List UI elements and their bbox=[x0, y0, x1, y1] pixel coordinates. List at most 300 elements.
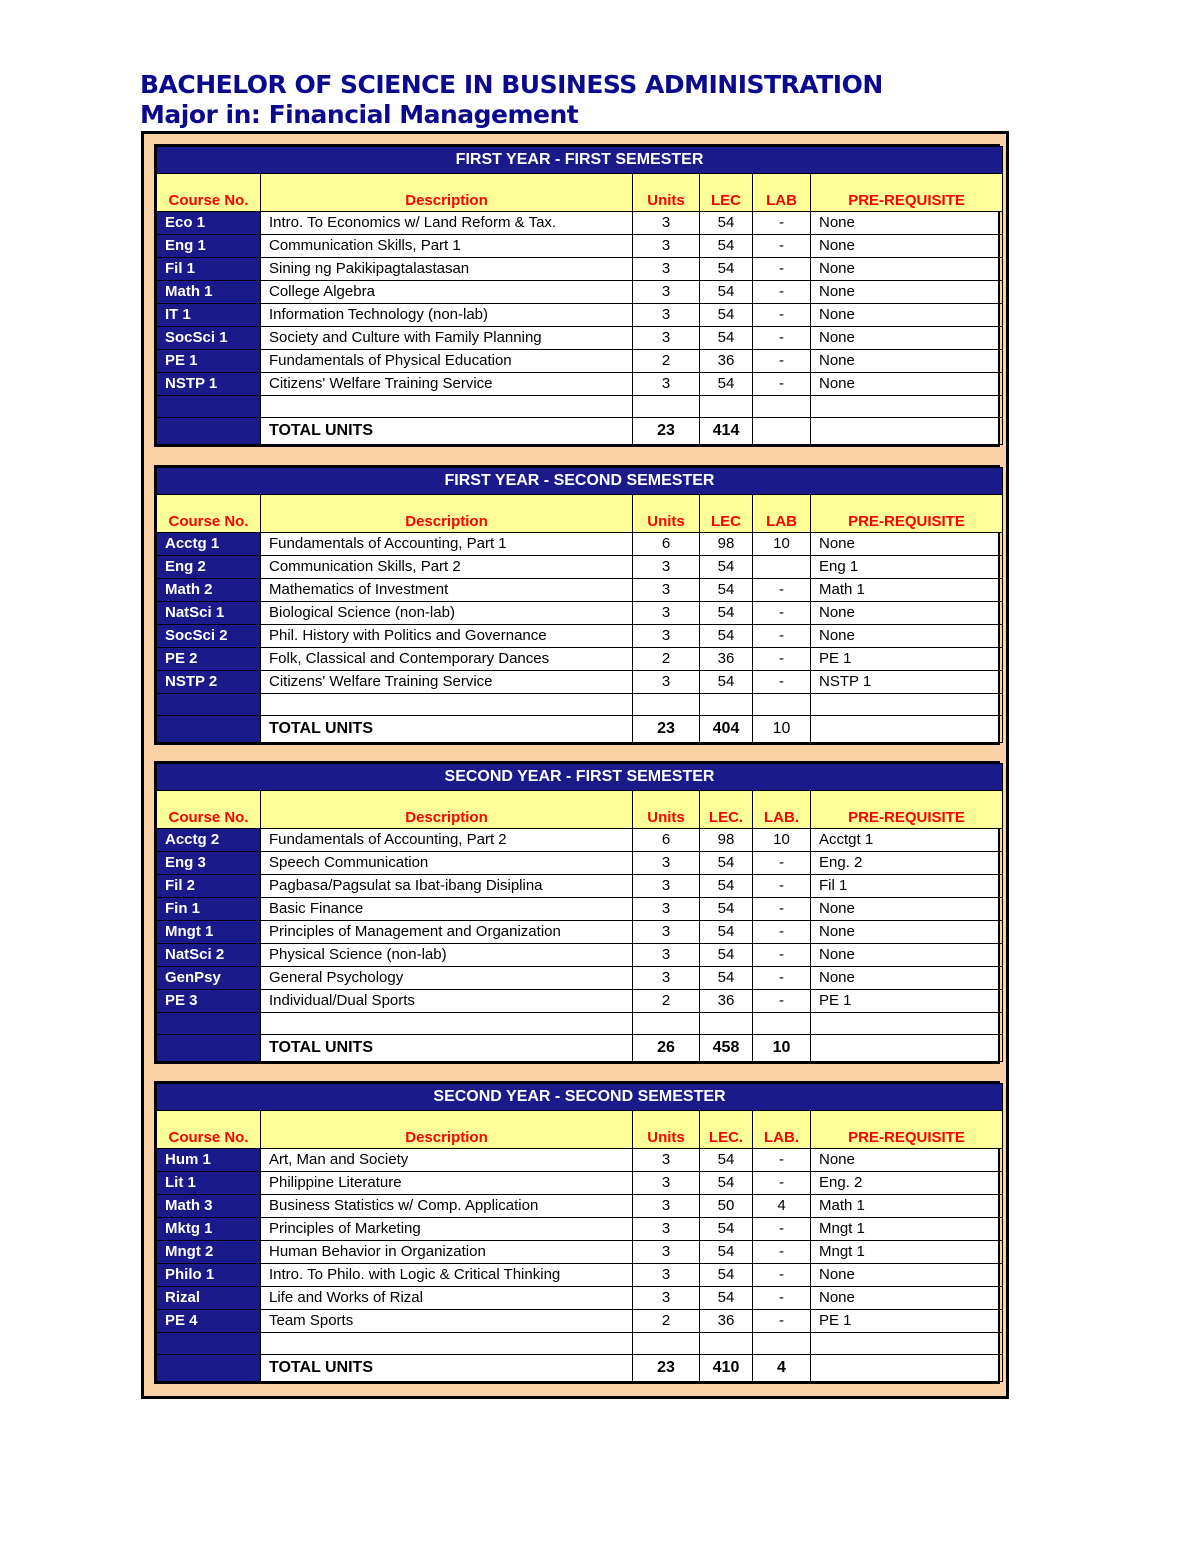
course-lec: 54 bbox=[700, 875, 753, 898]
course-units: 3 bbox=[633, 1287, 700, 1310]
course-lec: 36 bbox=[700, 1310, 753, 1333]
course-units: 3 bbox=[633, 327, 700, 350]
course-units: 2 bbox=[633, 350, 700, 373]
blank-row bbox=[157, 1013, 1003, 1035]
semester-header-row bbox=[157, 764, 1003, 791]
course-lab: 4 bbox=[753, 1195, 811, 1218]
total-lab bbox=[753, 418, 811, 445]
course-description: Folk, Classical and Contemporary Dances bbox=[261, 648, 633, 671]
course-units: 3 bbox=[633, 235, 700, 258]
blank-cell bbox=[700, 396, 753, 418]
blank-cell bbox=[261, 1333, 633, 1355]
course-lec: 98 bbox=[700, 533, 753, 556]
blank-row bbox=[157, 396, 1003, 418]
course-prerequisite: Acctgt 1 bbox=[811, 829, 1003, 852]
blank-row bbox=[157, 694, 1003, 716]
course-code: Philo 1 bbox=[157, 1264, 261, 1287]
course-code: Mktg 1 bbox=[157, 1218, 261, 1241]
blank-cell bbox=[700, 694, 753, 716]
course-units: 3 bbox=[633, 1218, 700, 1241]
col-course-no: Course No. bbox=[157, 791, 261, 829]
course-lec: 36 bbox=[700, 990, 753, 1013]
course-row bbox=[157, 898, 1003, 921]
curriculum-table bbox=[141, 131, 1009, 1399]
col-lab: LAB bbox=[753, 495, 811, 533]
course-prerequisite: NSTP 1 bbox=[811, 671, 1003, 694]
course-code: Math 1 bbox=[157, 281, 261, 304]
col-course-no: Course No. bbox=[157, 495, 261, 533]
blank-cell bbox=[700, 1333, 753, 1355]
course-row bbox=[157, 1310, 1003, 1333]
course-description: College Algebra bbox=[261, 281, 633, 304]
course-description: Speech Communication bbox=[261, 852, 633, 875]
total-label: TOTAL UNITS bbox=[261, 1035, 633, 1062]
course-row bbox=[157, 829, 1003, 852]
col-prerequisite: PRE-REQUISITE bbox=[811, 791, 1003, 829]
semester-block bbox=[154, 1081, 1000, 1384]
course-lec: 36 bbox=[700, 648, 753, 671]
semester-block bbox=[154, 465, 1000, 745]
course-prerequisite: None bbox=[811, 967, 1003, 990]
course-prerequisite: None bbox=[811, 1264, 1003, 1287]
column-header-row bbox=[157, 791, 1003, 829]
col-units: Units bbox=[633, 791, 700, 829]
total-label: TOTAL UNITS bbox=[261, 1355, 633, 1382]
blank-cell bbox=[633, 396, 700, 418]
course-prerequisite: PE 1 bbox=[811, 648, 1003, 671]
semester-block bbox=[154, 144, 1000, 447]
blank-cell bbox=[261, 1013, 633, 1035]
course-row bbox=[157, 533, 1003, 556]
course-row bbox=[157, 1287, 1003, 1310]
course-lec: 36 bbox=[700, 350, 753, 373]
course-prerequisite: None bbox=[811, 898, 1003, 921]
course-prerequisite: None bbox=[811, 327, 1003, 350]
course-lec: 54 bbox=[700, 671, 753, 694]
column-header-row bbox=[157, 1111, 1003, 1149]
col-course-no: Course No. bbox=[157, 174, 261, 212]
col-description: Description bbox=[261, 791, 633, 829]
course-row bbox=[157, 258, 1003, 281]
course-row bbox=[157, 212, 1003, 235]
blank-cell bbox=[753, 1333, 811, 1355]
column-header-row bbox=[157, 174, 1003, 212]
course-description: Basic Finance bbox=[261, 898, 633, 921]
blank-cell bbox=[700, 1013, 753, 1035]
course-description: Team Sports bbox=[261, 1310, 633, 1333]
total-lec: 458 bbox=[700, 1035, 753, 1062]
course-description: Information Technology (non-lab) bbox=[261, 304, 633, 327]
course-prerequisite: Eng. 2 bbox=[811, 1172, 1003, 1195]
course-lab bbox=[753, 556, 811, 579]
course-lec: 54 bbox=[700, 898, 753, 921]
course-lec: 54 bbox=[700, 281, 753, 304]
course-row bbox=[157, 625, 1003, 648]
course-units: 3 bbox=[633, 281, 700, 304]
course-units: 3 bbox=[633, 1172, 700, 1195]
blank-cell bbox=[811, 1355, 1003, 1382]
course-units: 3 bbox=[633, 212, 700, 235]
total-row bbox=[157, 418, 1003, 445]
semester-header: SECOND YEAR - SECOND SEMESTER bbox=[157, 1084, 1003, 1111]
total-lec: 414 bbox=[700, 418, 753, 445]
course-code: Acctg 1 bbox=[157, 533, 261, 556]
total-lec: 410 bbox=[700, 1355, 753, 1382]
course-code: NatSci 2 bbox=[157, 944, 261, 967]
course-description: Fundamentals of Accounting, Part 1 bbox=[261, 533, 633, 556]
course-lec: 54 bbox=[700, 235, 753, 258]
total-units: 23 bbox=[633, 1355, 700, 1382]
course-code: Mngt 2 bbox=[157, 1241, 261, 1264]
semester-header-row bbox=[157, 1084, 1003, 1111]
column-header-row bbox=[157, 495, 1003, 533]
course-prerequisite: Eng 1 bbox=[811, 556, 1003, 579]
course-lab: - bbox=[753, 327, 811, 350]
course-prerequisite: None bbox=[811, 625, 1003, 648]
course-units: 3 bbox=[633, 1149, 700, 1172]
course-lab: - bbox=[753, 373, 811, 396]
course-lab: - bbox=[753, 944, 811, 967]
course-description: Phil. History with Politics and Governance bbox=[261, 625, 633, 648]
course-lab: - bbox=[753, 1287, 811, 1310]
col-prerequisite: PRE-REQUISITE bbox=[811, 174, 1003, 212]
page-title: BACHELOR OF SCIENCE IN BUSINESS ADMINISTRATION bbox=[140, 70, 883, 99]
total-row bbox=[157, 1035, 1003, 1062]
course-units: 3 bbox=[633, 258, 700, 281]
course-prerequisite: None bbox=[811, 350, 1003, 373]
course-prerequisite: None bbox=[811, 1287, 1003, 1310]
semester-block bbox=[154, 761, 1000, 1064]
course-code: NSTP 1 bbox=[157, 373, 261, 396]
course-code: Math 3 bbox=[157, 1195, 261, 1218]
course-units: 3 bbox=[633, 304, 700, 327]
course-prerequisite: None bbox=[811, 944, 1003, 967]
total-lab: 10 bbox=[753, 716, 811, 743]
course-lab: - bbox=[753, 648, 811, 671]
course-lab: - bbox=[753, 602, 811, 625]
course-description: Communication Skills, Part 2 bbox=[261, 556, 633, 579]
course-row bbox=[157, 648, 1003, 671]
col-units: Units bbox=[633, 174, 700, 212]
course-description: Intro. To Philo. with Logic & Critical Thinking bbox=[261, 1264, 633, 1287]
course-row bbox=[157, 304, 1003, 327]
course-code: PE 1 bbox=[157, 350, 261, 373]
course-description: Life and Works of Rizal bbox=[261, 1287, 633, 1310]
col-lec: LEC bbox=[700, 174, 753, 212]
course-row bbox=[157, 671, 1003, 694]
course-lec: 54 bbox=[700, 373, 753, 396]
blank-cell bbox=[753, 1013, 811, 1035]
course-units: 6 bbox=[633, 533, 700, 556]
course-prerequisite: Fil 1 bbox=[811, 875, 1003, 898]
total-row bbox=[157, 1355, 1003, 1382]
course-prerequisite: Mngt 1 bbox=[811, 1218, 1003, 1241]
course-lab: - bbox=[753, 579, 811, 602]
course-lab: - bbox=[753, 258, 811, 281]
col-units: Units bbox=[633, 495, 700, 533]
course-row bbox=[157, 373, 1003, 396]
course-prerequisite: None bbox=[811, 602, 1003, 625]
course-lab: 10 bbox=[753, 533, 811, 556]
course-lab: - bbox=[753, 212, 811, 235]
course-lec: 54 bbox=[700, 258, 753, 281]
page-subtitle: Major in: Financial Management bbox=[140, 100, 579, 129]
course-row bbox=[157, 1241, 1003, 1264]
course-description: Individual/Dual Sports bbox=[261, 990, 633, 1013]
course-lab: - bbox=[753, 1310, 811, 1333]
course-lec: 54 bbox=[700, 967, 753, 990]
course-code: PE 3 bbox=[157, 990, 261, 1013]
col-prerequisite: PRE-REQUISITE bbox=[811, 1111, 1003, 1149]
course-row bbox=[157, 990, 1003, 1013]
total-label: TOTAL UNITS bbox=[261, 418, 633, 445]
blank-cell bbox=[157, 1013, 261, 1035]
course-row bbox=[157, 350, 1003, 373]
course-lec: 54 bbox=[700, 1264, 753, 1287]
course-units: 3 bbox=[633, 1264, 700, 1287]
course-prerequisite: PE 1 bbox=[811, 1310, 1003, 1333]
course-lec: 54 bbox=[700, 327, 753, 350]
course-lab: - bbox=[753, 898, 811, 921]
course-prerequisite: Eng. 2 bbox=[811, 852, 1003, 875]
course-description: Philippine Literature bbox=[261, 1172, 633, 1195]
course-code: Fil 2 bbox=[157, 875, 261, 898]
course-units: 3 bbox=[633, 1241, 700, 1264]
course-units: 3 bbox=[633, 944, 700, 967]
blank-cell bbox=[811, 716, 1003, 743]
course-lec: 54 bbox=[700, 944, 753, 967]
total-label: TOTAL UNITS bbox=[261, 716, 633, 743]
semester-header-row bbox=[157, 468, 1003, 495]
course-row bbox=[157, 967, 1003, 990]
course-row bbox=[157, 852, 1003, 875]
total-lab: 4 bbox=[753, 1355, 811, 1382]
course-code: Lit 1 bbox=[157, 1172, 261, 1195]
course-lab: - bbox=[753, 1218, 811, 1241]
course-lab: - bbox=[753, 1241, 811, 1264]
total-lec: 404 bbox=[700, 716, 753, 743]
course-lec: 54 bbox=[700, 1172, 753, 1195]
course-prerequisite: None bbox=[811, 1149, 1003, 1172]
course-row bbox=[157, 281, 1003, 304]
course-lec: 54 bbox=[700, 921, 753, 944]
course-description: General Psychology bbox=[261, 967, 633, 990]
course-units: 3 bbox=[633, 898, 700, 921]
course-units: 3 bbox=[633, 625, 700, 648]
course-lec: 54 bbox=[700, 1218, 753, 1241]
course-lab: - bbox=[753, 967, 811, 990]
course-lab: - bbox=[753, 852, 811, 875]
course-units: 3 bbox=[633, 852, 700, 875]
course-units: 3 bbox=[633, 579, 700, 602]
col-description: Description bbox=[261, 174, 633, 212]
course-units: 3 bbox=[633, 967, 700, 990]
blank-cell bbox=[811, 1013, 1003, 1035]
course-lec: 54 bbox=[700, 602, 753, 625]
blank-cell bbox=[157, 396, 261, 418]
blank-cell bbox=[261, 694, 633, 716]
course-prerequisite: None bbox=[811, 235, 1003, 258]
course-units: 3 bbox=[633, 671, 700, 694]
course-lec: 54 bbox=[700, 304, 753, 327]
course-lab: - bbox=[753, 281, 811, 304]
course-row bbox=[157, 1195, 1003, 1218]
course-description: Biological Science (non-lab) bbox=[261, 602, 633, 625]
col-description: Description bbox=[261, 1111, 633, 1149]
course-lec: 54 bbox=[700, 579, 753, 602]
course-description: Fundamentals of Physical Education bbox=[261, 350, 633, 373]
blank-cell bbox=[157, 716, 261, 743]
course-code: Eng 1 bbox=[157, 235, 261, 258]
course-description: Citizens' Welfare Training Service bbox=[261, 671, 633, 694]
blank-cell bbox=[261, 396, 633, 418]
course-units: 3 bbox=[633, 556, 700, 579]
semester-header: FIRST YEAR - FIRST SEMESTER bbox=[157, 147, 1003, 174]
course-units: 3 bbox=[633, 373, 700, 396]
course-prerequisite: PE 1 bbox=[811, 990, 1003, 1013]
course-row bbox=[157, 1172, 1003, 1195]
course-code: IT 1 bbox=[157, 304, 261, 327]
course-row bbox=[157, 1218, 1003, 1241]
blank-cell bbox=[811, 1333, 1003, 1355]
course-lab: - bbox=[753, 304, 811, 327]
total-row bbox=[157, 716, 1003, 743]
course-lec: 54 bbox=[700, 556, 753, 579]
col-description: Description bbox=[261, 495, 633, 533]
course-lab: - bbox=[753, 990, 811, 1013]
course-description: Physical Science (non-lab) bbox=[261, 944, 633, 967]
col-lec: LEC. bbox=[700, 791, 753, 829]
course-prerequisite: Math 1 bbox=[811, 1195, 1003, 1218]
course-lab: - bbox=[753, 350, 811, 373]
course-lab: - bbox=[753, 875, 811, 898]
course-lab: 10 bbox=[753, 829, 811, 852]
course-lec: 54 bbox=[700, 1149, 753, 1172]
blank-cell bbox=[633, 1013, 700, 1035]
blank-cell bbox=[157, 1035, 261, 1062]
semester-header-row bbox=[157, 147, 1003, 174]
course-description: Principles of Marketing bbox=[261, 1218, 633, 1241]
total-lab: 10 bbox=[753, 1035, 811, 1062]
course-lab: - bbox=[753, 1149, 811, 1172]
course-code: NatSci 1 bbox=[157, 602, 261, 625]
total-units: 23 bbox=[633, 418, 700, 445]
course-prerequisite: None bbox=[811, 373, 1003, 396]
course-lec: 98 bbox=[700, 829, 753, 852]
course-code: SocSci 1 bbox=[157, 327, 261, 350]
course-description: Art, Man and Society bbox=[261, 1149, 633, 1172]
semester-header: SECOND YEAR - FIRST SEMESTER bbox=[157, 764, 1003, 791]
course-prerequisite: None bbox=[811, 258, 1003, 281]
blank-cell bbox=[811, 418, 1003, 445]
course-prerequisite: Math 1 bbox=[811, 579, 1003, 602]
course-row bbox=[157, 327, 1003, 350]
course-row bbox=[157, 556, 1003, 579]
course-units: 3 bbox=[633, 921, 700, 944]
course-lec: 54 bbox=[700, 1241, 753, 1264]
total-units: 26 bbox=[633, 1035, 700, 1062]
course-code: Eco 1 bbox=[157, 212, 261, 235]
course-row bbox=[157, 579, 1003, 602]
course-row bbox=[157, 1149, 1003, 1172]
col-lab: LAB. bbox=[753, 1111, 811, 1149]
course-units: 2 bbox=[633, 990, 700, 1013]
course-description: Citizens' Welfare Training Service bbox=[261, 373, 633, 396]
course-code: PE 4 bbox=[157, 1310, 261, 1333]
course-description: Mathematics of Investment bbox=[261, 579, 633, 602]
course-row bbox=[157, 875, 1003, 898]
course-code: PE 2 bbox=[157, 648, 261, 671]
blank-cell bbox=[753, 694, 811, 716]
course-units: 3 bbox=[633, 602, 700, 625]
course-row bbox=[157, 235, 1003, 258]
course-description: Fundamentals of Accounting, Part 2 bbox=[261, 829, 633, 852]
col-course-no: Course No. bbox=[157, 1111, 261, 1149]
course-code: Fil 1 bbox=[157, 258, 261, 281]
blank-cell bbox=[811, 396, 1003, 418]
blank-cell bbox=[753, 396, 811, 418]
course-units: 3 bbox=[633, 875, 700, 898]
course-description: Sining ng Pakikipagtalastasan bbox=[261, 258, 633, 281]
blank-cell bbox=[157, 694, 261, 716]
course-lab: - bbox=[753, 1172, 811, 1195]
course-lab: - bbox=[753, 235, 811, 258]
course-code: NSTP 2 bbox=[157, 671, 261, 694]
col-lab: LAB bbox=[753, 174, 811, 212]
course-prerequisite: None bbox=[811, 304, 1003, 327]
course-lec: 50 bbox=[700, 1195, 753, 1218]
blank-cell bbox=[811, 1035, 1003, 1062]
blank-cell bbox=[633, 1333, 700, 1355]
col-prerequisite: PRE-REQUISITE bbox=[811, 495, 1003, 533]
course-code: Eng 3 bbox=[157, 852, 261, 875]
course-description: Pagbasa/Pagsulat sa Ibat-ibang Disiplina bbox=[261, 875, 633, 898]
course-code: Math 2 bbox=[157, 579, 261, 602]
course-description: Intro. To Economics w/ Land Reform & Tax. bbox=[261, 212, 633, 235]
col-lec: LEC bbox=[700, 495, 753, 533]
course-row bbox=[157, 944, 1003, 967]
course-code: Hum 1 bbox=[157, 1149, 261, 1172]
course-description: Communication Skills, Part 1 bbox=[261, 235, 633, 258]
course-lec: 54 bbox=[700, 1287, 753, 1310]
course-lec: 54 bbox=[700, 852, 753, 875]
course-row bbox=[157, 602, 1003, 625]
course-units: 3 bbox=[633, 1195, 700, 1218]
course-code: Eng 2 bbox=[157, 556, 261, 579]
blank-cell bbox=[157, 1355, 261, 1382]
course-lec: 54 bbox=[700, 212, 753, 235]
course-description: Human Behavior in Organization bbox=[261, 1241, 633, 1264]
col-lec: LEC. bbox=[700, 1111, 753, 1149]
course-units: 2 bbox=[633, 1310, 700, 1333]
course-description: Business Statistics w/ Comp. Application bbox=[261, 1195, 633, 1218]
course-units: 2 bbox=[633, 648, 700, 671]
course-lab: - bbox=[753, 1264, 811, 1287]
course-prerequisite: None bbox=[811, 533, 1003, 556]
course-lab: - bbox=[753, 625, 811, 648]
course-lec: 54 bbox=[700, 625, 753, 648]
course-row bbox=[157, 1264, 1003, 1287]
blank-cell bbox=[811, 694, 1003, 716]
blank-row bbox=[157, 1333, 1003, 1355]
blank-cell bbox=[157, 418, 261, 445]
course-lab: - bbox=[753, 921, 811, 944]
total-units: 23 bbox=[633, 716, 700, 743]
course-units: 6 bbox=[633, 829, 700, 852]
col-lab: LAB. bbox=[753, 791, 811, 829]
course-row bbox=[157, 921, 1003, 944]
course-code: SocSci 2 bbox=[157, 625, 261, 648]
